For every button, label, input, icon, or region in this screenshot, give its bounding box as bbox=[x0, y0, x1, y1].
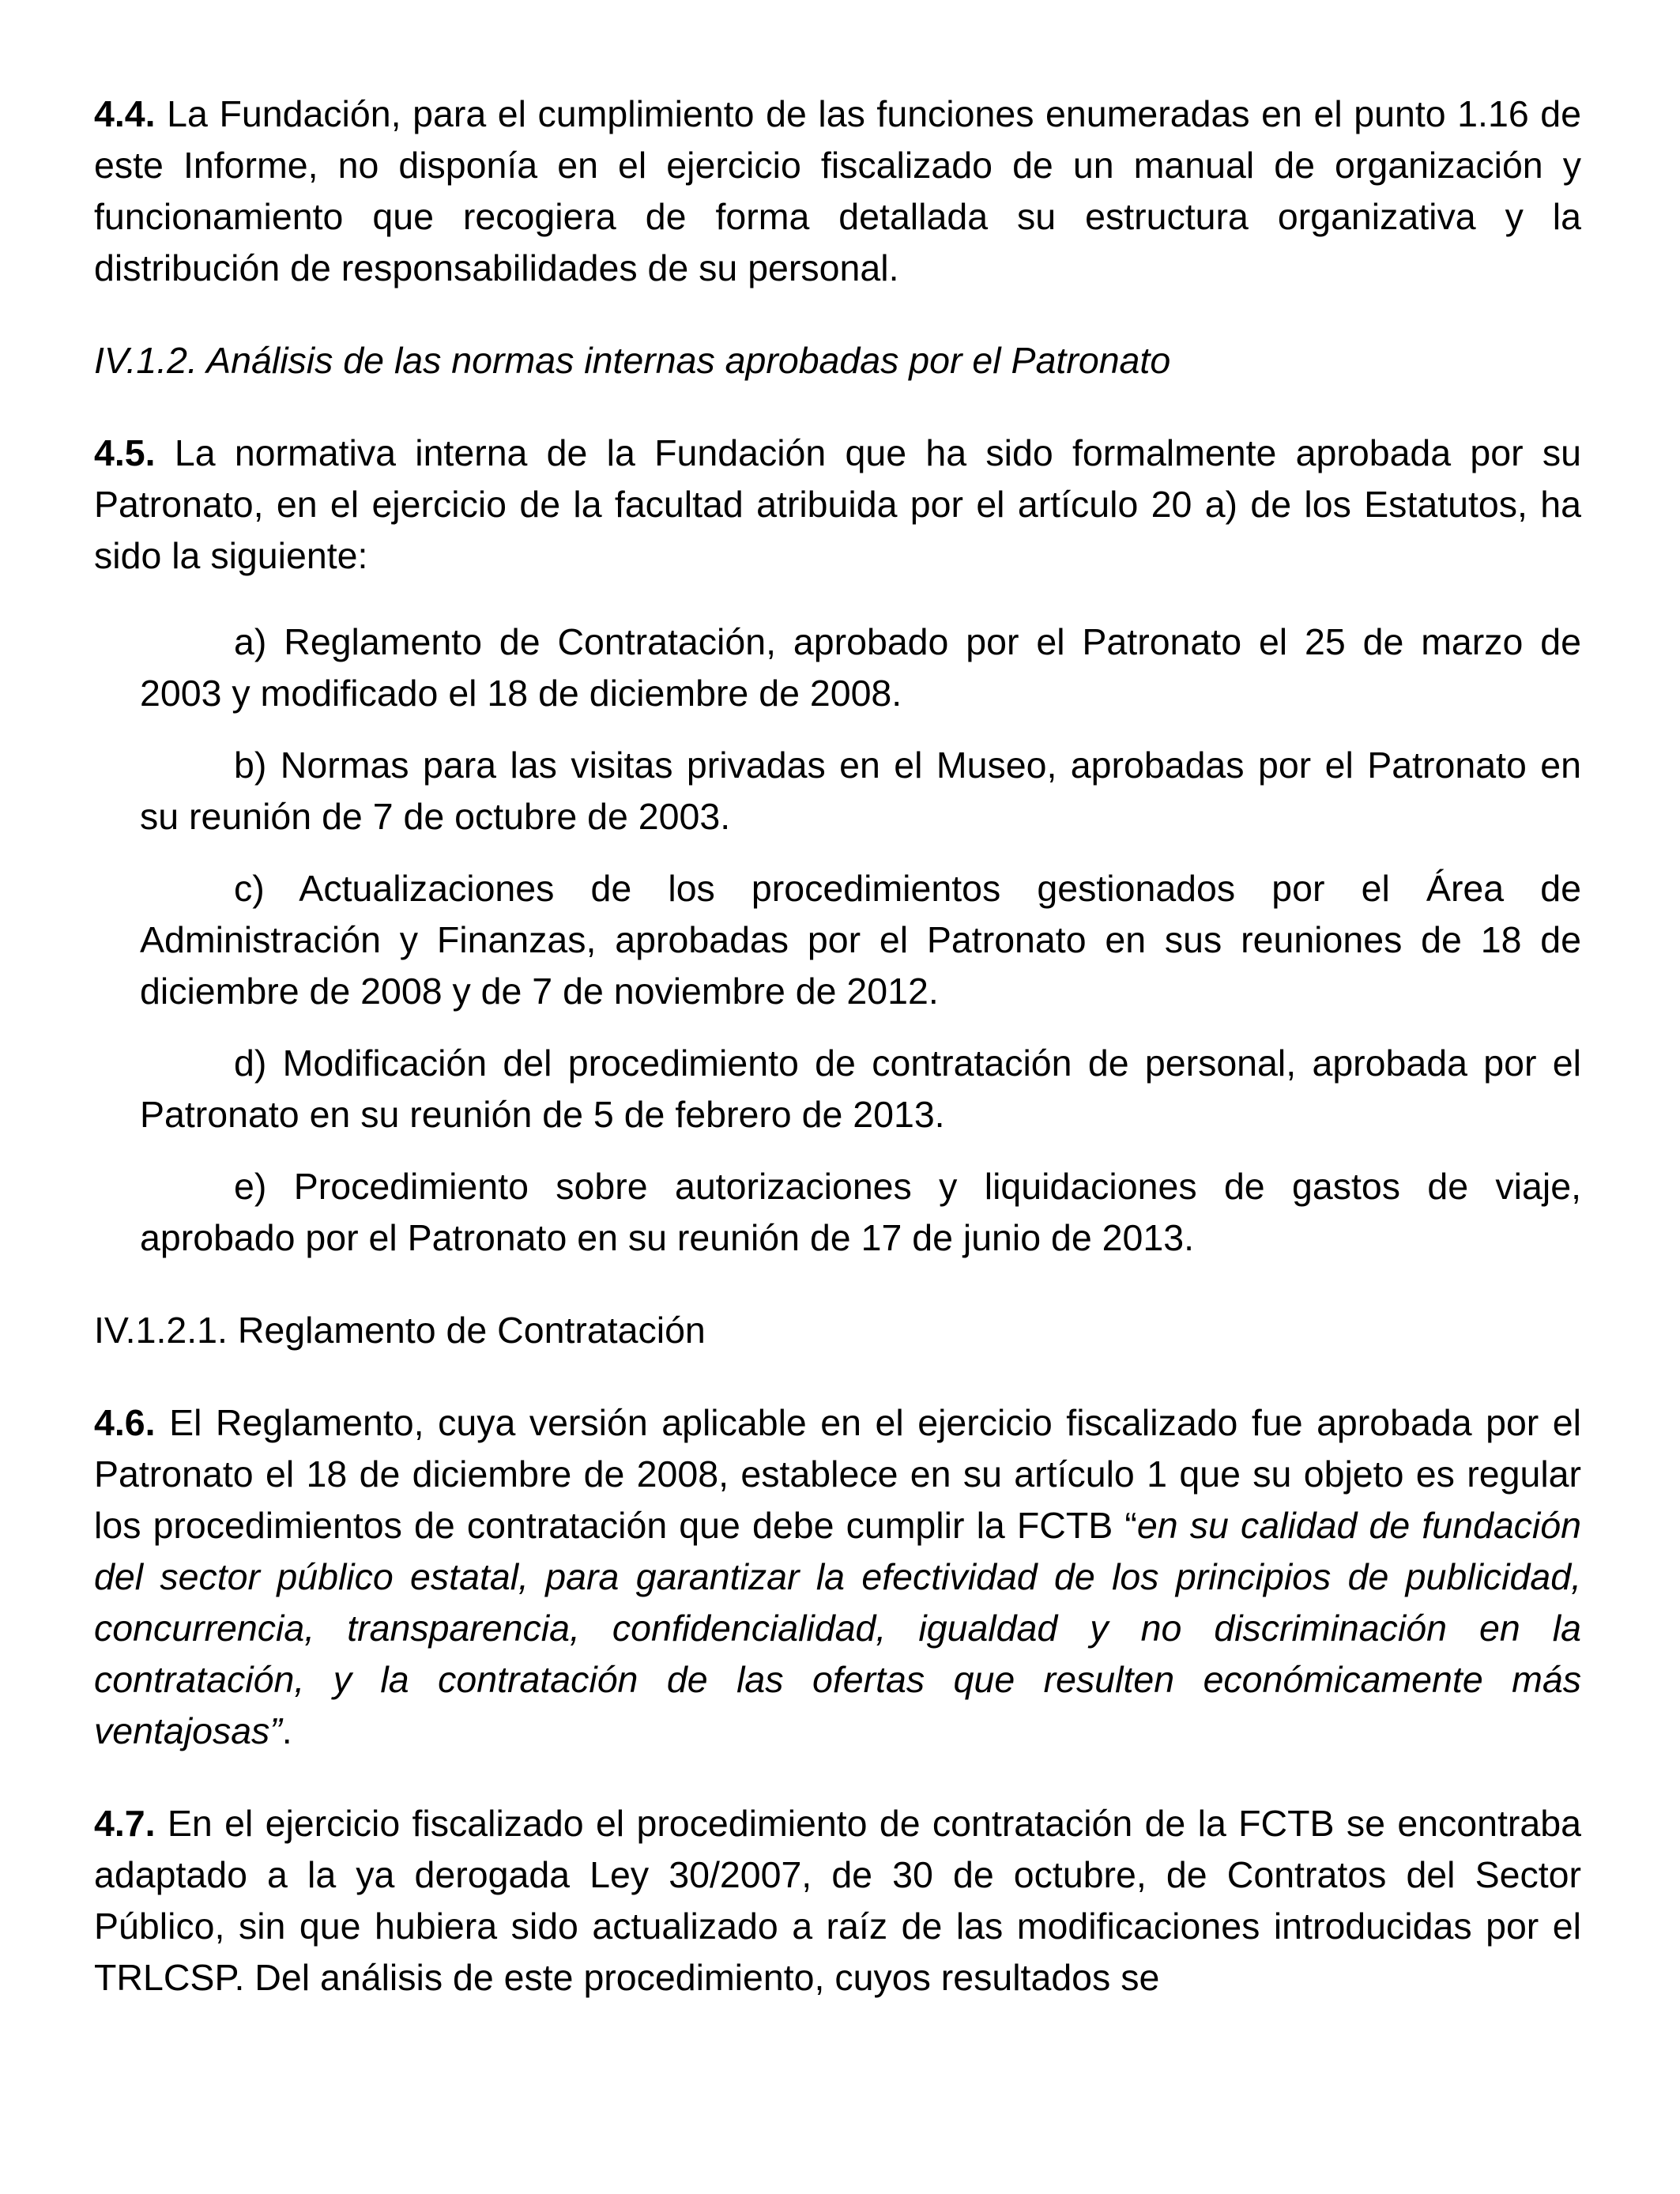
list-item-text: Modificación del procedimiento de contratación de personal, aprobada por el Patronato en su reunión de 5 de febrero de 2013. bbox=[140, 1042, 1581, 1135]
list-item-text: Reglamento de Contratación, aprobado por el Patronato el 25 de marzo de 2003 y modificado el 18 de diciembre de 2008. bbox=[140, 621, 1581, 714]
list-item-b bbox=[140, 740, 1581, 843]
paragraph-end: . bbox=[281, 1710, 292, 1751]
list-item-text: Normas para las visitas privadas en el Museo, aprobadas por el Patronato en su reunión de 7 de octubre de 2003. bbox=[140, 745, 1581, 837]
quoted-text: en su calidad de fundación del sector público estatal, para garantizar la efectividad de los principios de publicidad, concurrencia, transparencia, confidencialidad, igualdad y no discriminación en la contratación, y la contratación de las ofertas que resulten económicamente más ventajosas” bbox=[94, 1505, 1581, 1751]
document-page bbox=[94, 89, 1581, 2004]
list-item-text: Procedimiento sobre autorizaciones y liquidaciones de gastos de viaje, aprobado por el Patronato en su reunión de 17 de junio de 2013. bbox=[140, 1166, 1581, 1258]
paragraph-number: 4.5. bbox=[94, 432, 156, 473]
list-marker: a) bbox=[234, 621, 267, 662]
paragraph-text: El Reglamento, cuya versión aplicable en el ejercicio fiscalizado fue aprobada por el Patronato el 18 de diciembre de 2008, establece en su artículo 1 que su objeto es regular los procedimientos de contratación que debe cumplir la FCTB “ bbox=[94, 1402, 1581, 1546]
paragraph-number: 4.6. bbox=[94, 1402, 156, 1443]
paragraph-4-4 bbox=[94, 89, 1581, 294]
section-heading-iv-1-2: IV.1.2. Análisis de las normas internas aprobadas por el Patronato bbox=[94, 340, 1171, 381]
list-item-c bbox=[140, 863, 1581, 1017]
list-item-e bbox=[140, 1161, 1581, 1264]
paragraph-4-5 bbox=[94, 428, 1581, 582]
section-heading-iv-1-2-1: IV.1.2.1. Reglamento de Contratación bbox=[94, 1310, 706, 1351]
list-marker: d) bbox=[234, 1042, 267, 1084]
list-item-a bbox=[140, 616, 1581, 719]
paragraph-number: 4.4. bbox=[94, 93, 156, 134]
paragraph-4-6 bbox=[94, 1397, 1581, 1757]
paragraph-text: La normativa interna de la Fundación que ha sido formalmente aprobada por su Patronato, en el ejercicio de la facultad atribuida por el artículo 20 a) de los Estatutos, ha sido la siguiente: bbox=[94, 432, 1581, 576]
list-item-text: Actualizaciones de los procedimientos gestionados por el Área de Administración y Finanzas, aprobadas por el Patronato en sus reuniones de 18 de diciembre de 2008 y de 7 de noviembre de 2012. bbox=[140, 868, 1581, 1012]
paragraph-4-7 bbox=[94, 1798, 1581, 2004]
list-marker: b) bbox=[234, 745, 267, 786]
list-item-d bbox=[140, 1038, 1581, 1140]
list-marker: e) bbox=[234, 1166, 267, 1207]
paragraph-text: La Fundación, para el cumplimiento de las funciones enumeradas en el punto 1.16 de este Informe, no disponía en el ejercicio fiscalizado de un manual de organización y funcionamiento que recogiera de forma detallada su estructura organizativa y la distribución de responsabilidades de su personal. bbox=[94, 93, 1581, 288]
paragraph-number: 4.7. bbox=[94, 1803, 156, 1844]
regulations-list bbox=[94, 616, 1581, 1264]
paragraph-text: En el ejercicio fiscalizado el procedimiento de contratación de la FCTB se encontraba adaptado a la ya derogada Ley 30/2007, de 30 de octubre, de Contratos del Sector Público, sin que hubiera sido actualizado a raíz de las modificaciones introducidas por el TRLCSP. Del análisis de este procedimiento, cuyos resultados se bbox=[94, 1803, 1581, 1998]
list-marker: c) bbox=[234, 868, 265, 909]
